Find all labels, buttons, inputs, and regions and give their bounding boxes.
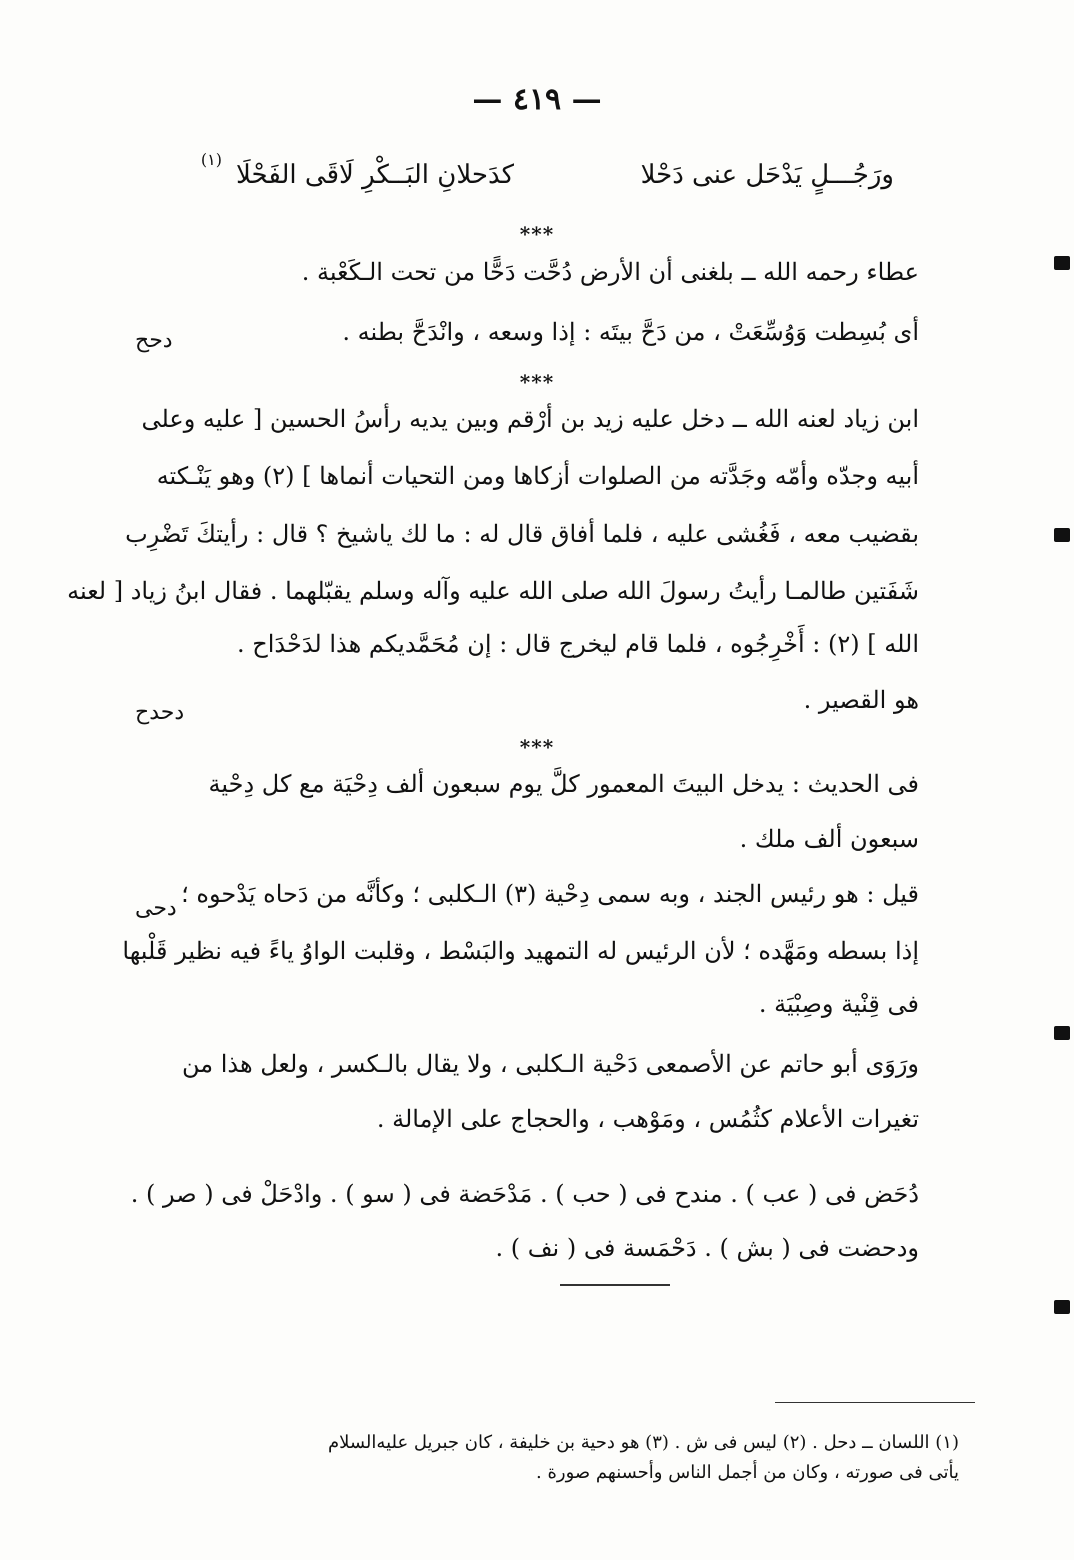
entry-line: إذا بسطه ومَهَّده ؛ لأن الرئيس له التمهيد والبَسْط ، وقلبت الواوُ ياءً فيه نظير قَلْبها	[122, 937, 919, 965]
entry-line: ابن زياد لعنه الله ــ دخل عليه زيد بن أرْقم وبين يديه رأسُ الحسين [ عليه وعلى	[141, 405, 919, 433]
entry-line: سبعون ألف ملك .	[739, 825, 919, 853]
entry-line: أبيه وجدّه وأمّه وجَدَّته من الصلوات أزكاها ومن التحيات أنماها ] (٢) وهو يَنْـكته	[156, 462, 919, 490]
entry-line: أى بُسِطت وَوُسِّعَتْ ، من دَحَّ بيتَه : إذا وسعه ، وانْدَحَّ بطنه .	[342, 318, 919, 346]
edge-mark	[1054, 1300, 1070, 1314]
page-number: — ٤١٩ —	[472, 82, 602, 117]
edge-mark	[1054, 528, 1070, 542]
entry-line: عطاء رحمه الله ــ بلغنى أن الأرض دُحَّت دَحًّا من تحت الـكَعْبة .	[301, 258, 919, 286]
footnote-line: (١) اللسان ــ دحل . (٢) ليس فى ش . (٣) هو دحية بن خليفة ، كان جبريل عليه‌السلام	[327, 1432, 959, 1453]
margin-headword: دحدح	[135, 700, 185, 725]
entry-line: فى قِنْية وصِبْيَة .	[758, 990, 919, 1018]
cross-reference-line: دُحَض فى ( عب ) . مندح فى ( حب ) . مَدْحَضة فى ( سو ) . وادْحَلْ فى ( صر ) .	[130, 1180, 919, 1208]
separator-stars: ***	[519, 735, 555, 759]
footnote-rule	[775, 1402, 975, 1403]
section-end-rule	[560, 1284, 670, 1286]
entry-line: تغيرات الأعلام كثُمُس ، ومَوْهب ، والحجاج على الإمالة .	[376, 1105, 919, 1133]
entry-line: هو القصير .	[803, 686, 919, 714]
edge-mark	[1054, 1026, 1070, 1040]
entry-line: فى الحديث : يدخل البيتَ المعمور كلَّ يوم سبعون ألف دِحْيَة مع كل دِحْية	[208, 770, 919, 798]
verse-first-hemistich: ورَجُـــلٍ يَدْحَل عنى دَحْلا	[640, 160, 894, 190]
entry-line: بقضيب معه ، فَغُشى عليه ، فلما أفاق قال له : ما لك ياشيخ ؟ قال : رأيتكَ تَضْرِب	[125, 520, 919, 548]
cross-reference-line: ودحضت فى ( بش ) . دَحْمَسة فى ( نف ) .	[495, 1234, 919, 1262]
footnote-line: يأتى فى صورته ، وكان من أجمل الناس وأحسنهم صورة .	[536, 1462, 959, 1483]
separator-stars: ***	[519, 370, 555, 394]
entry-line: قيل : هو رئيس الجند ، وبه سمى دِحْية (٣) الـكلبى ؛ وكأنَّه من دَحاه يَدْحوه ؛	[181, 880, 919, 908]
edge-mark	[1054, 256, 1070, 270]
margin-headword: دحح	[135, 328, 173, 353]
margin-headword: دحى	[135, 896, 177, 921]
verse-second-hemistich: كدَحلانِ البَــكْرِ لَاقَى الفَحْلَا	[236, 160, 514, 190]
verse-note-ref: (١)	[200, 150, 222, 169]
entry-line: الله ] (٢) : أَخْرِجُوه ، فلما قام ليخرج قال : إن مُحَمَّديكم هذا لدَحْدَاح .	[236, 630, 919, 658]
entry-line: شَفَتين طالمـا رأيتُ رسولَ الله صلى الله عليه وآله وسلم يقبّلهما . فقال ابنُ زياد [ لعنه	[67, 577, 919, 605]
entry-line: ورَوَى أبو حاتم عن الأصمعى دَحْية الـكلبى ، ولا يقال بالـكسر ، ولعل هذا من	[181, 1050, 919, 1078]
separator-stars: ***	[519, 222, 555, 246]
